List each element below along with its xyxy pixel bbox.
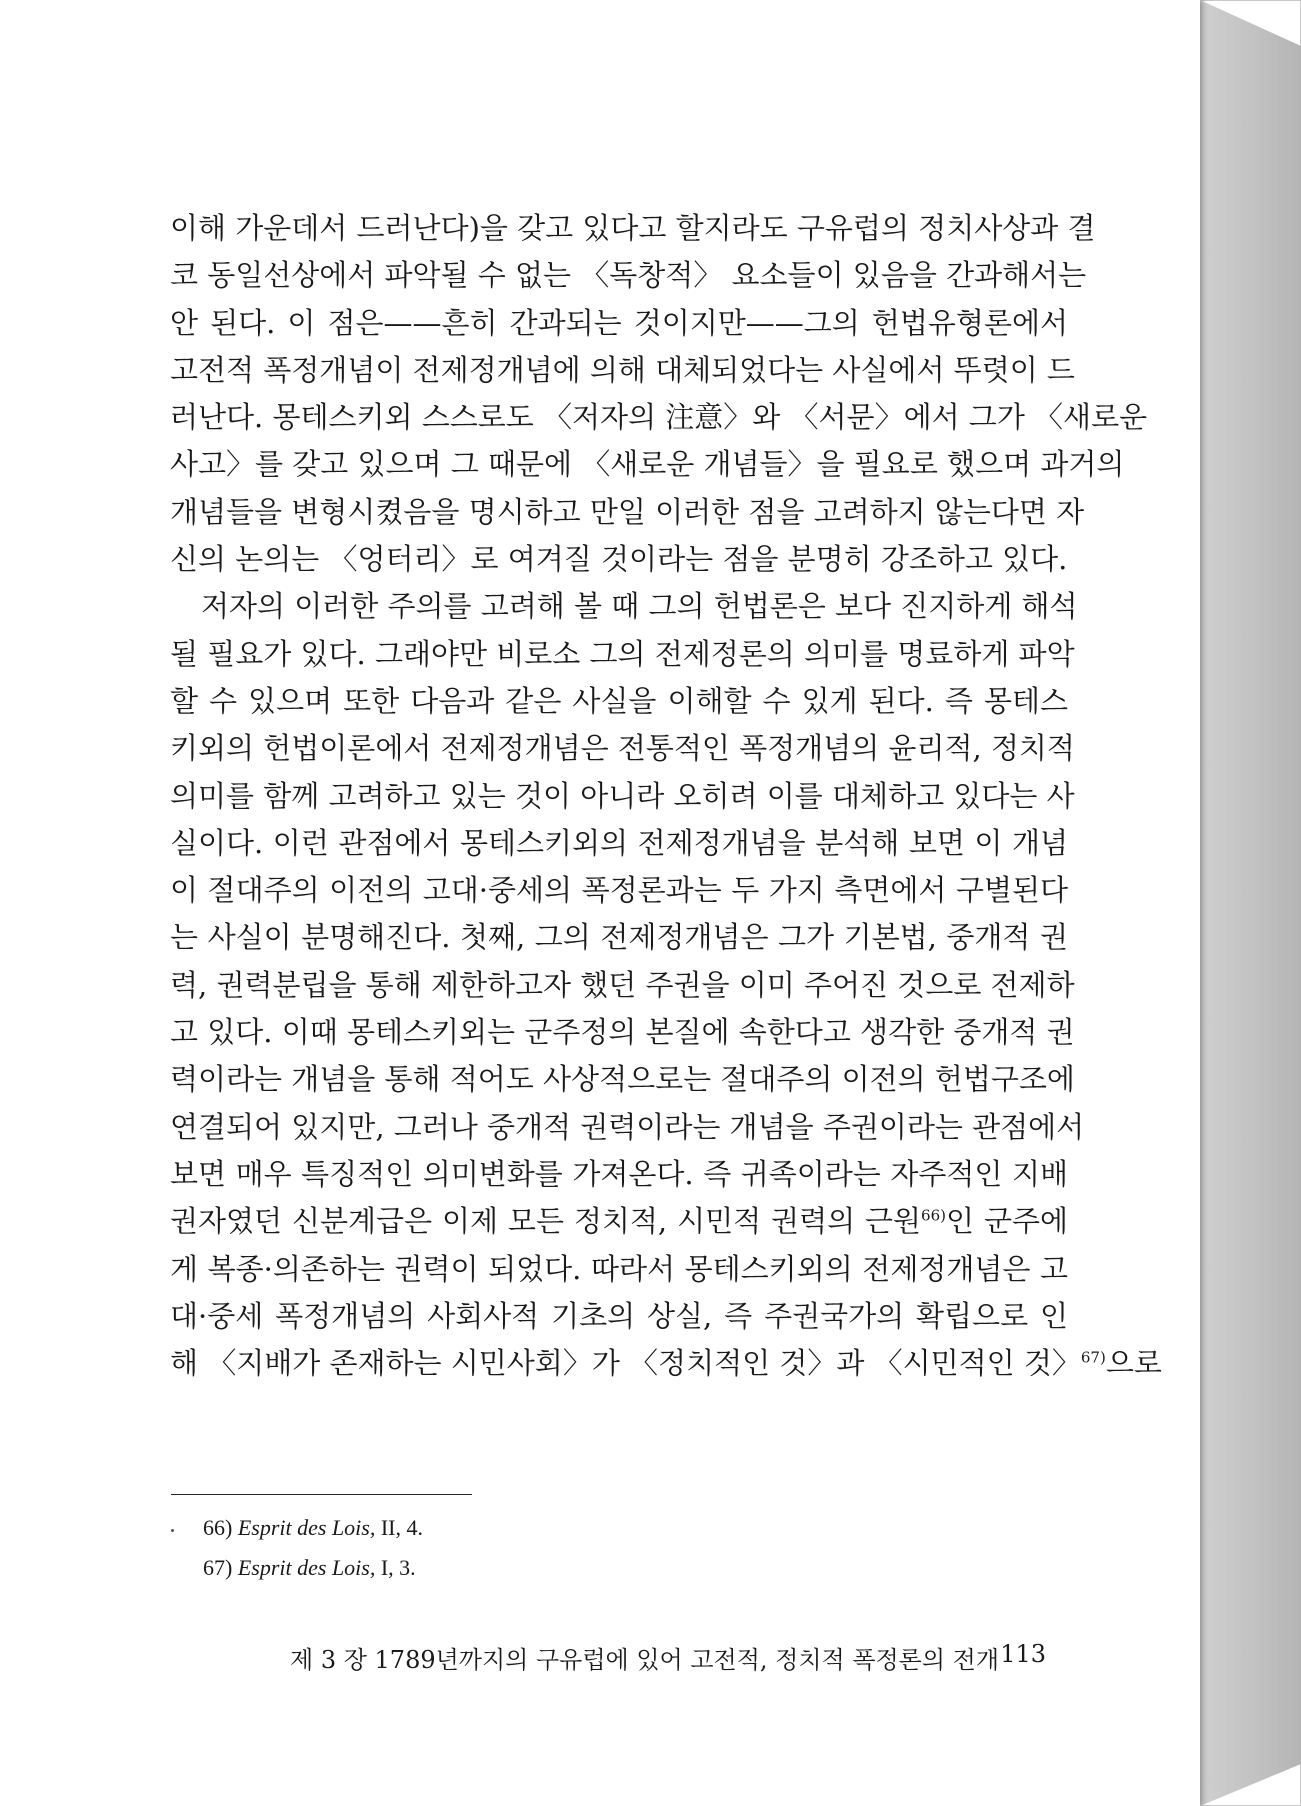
text-fragment: 인 군주에 [946, 1204, 1068, 1239]
text-line: 보면 매우 특징적인 의미변화를 가져온다. 즉 귀족이라는 자주적인 지배 [170, 1156, 1068, 1191]
text-line: 될 필요가 있다. 그래야만 비로소 그의 전제정론의 의미를 명료하게 파악 [170, 636, 1075, 671]
text-line: 사고〉를 갖고 있으며 그 때문에 〈새로운 개념들〉을 필요로 했으며 과거의 [170, 447, 1125, 482]
text-line: 코 동일선상에서 파악될 수 없는 〈독창적〉 요소들이 있음을 간과해서는 [170, 258, 1087, 293]
text-line: 의미를 함께 고려하고 있는 것이 아니라 오히려 이를 대체하고 있다는 사 [170, 778, 1075, 813]
text-line: 연결되어 있지만, 그러나 중개적 권력이라는 개념을 주권이라는 관점에서 [170, 1109, 1085, 1144]
text-line: 러난다. 몽테스키외 스스로도 〈저자의 注意〉와 〈서문〉에서 그가 〈새로운 [170, 400, 1148, 435]
footnote-ref-66: 66) [921, 1206, 946, 1225]
text-fragment: 해 〈지배가 존재하는 시민사회〉가 〈정치적인 것〉과 〈시민적인 것〉 [170, 1346, 1081, 1381]
footnote-rule [171, 1494, 472, 1495]
text-line: 개념들을 변형시켰음을 명시하고 만일 이러한 점을 고려하지 않는다면 자 [170, 494, 1085, 529]
text-line-with-footnote-ref [170, 1198, 1068, 1245]
text-line: 실이다. 이런 관점에서 몽테스키외의 전제정개념을 분석해 보면 이 개념 [170, 825, 1068, 860]
chapter-title: 제 3 장 1789년까지의 구유럽에 있어 고전적, 정치적 폭정론의 전개 [290, 1646, 1000, 1674]
footnote-source: Esprit des Lois, [237, 1515, 376, 1540]
footnote-location: I, 3. [380, 1555, 416, 1580]
text-line: 고 있다. 이때 몽테스키외는 군주정의 본질에 속한다고 생각한 중개적 권 [170, 1015, 1075, 1050]
footnote-66 [203, 1508, 423, 1548]
footnote-number: 66) [203, 1515, 233, 1540]
footnote-location: II, 4. [380, 1515, 424, 1540]
text-line: 저자의 이러한 주의를 고려해 볼 때 그의 헌법론은 보다 진지하게 해석 [201, 589, 1078, 624]
text-line: 할 수 있으며 또한 다음과 같은 사실을 이해할 수 있게 된다. 즉 몽테스 [170, 683, 1068, 718]
footnotes [203, 1508, 423, 1588]
footnote-67 [203, 1548, 423, 1588]
text-line-with-footnote-ref [170, 1340, 1162, 1387]
footnote-source: Esprit des Lois, [237, 1555, 376, 1580]
footnote-ref-67: 67) [1080, 1348, 1106, 1367]
footnote-dot-mark [171, 1529, 174, 1532]
text-line: 고전적 폭정개념이 전제정개념에 의해 대체되었다는 사실에서 뚜렷이 드 [170, 352, 1075, 387]
text-line: 게 복종·의존하는 권력이 되었다. 따라서 몽테스키외의 전제정개념은 고 [170, 1251, 1068, 1286]
text-line: 력, 권력분립을 통해 제한하고자 했던 주권을 이미 주어진 것으로 전제하 [170, 967, 1075, 1002]
text-fragment: 권자였던 신분계급은 이제 모든 정치적, 시민적 권력의 근원 [170, 1204, 922, 1239]
text-line: 이해 가운데서 드러난다)을 갖고 있다고 할지라도 구유럽의 정치사상과 결 [170, 211, 1096, 245]
text-line: 이 절대주의 이전의 고대·중세의 폭정론과는 두 가지 측면에서 구별된다 [170, 873, 1068, 908]
text-line: 안 된다. 이 점은——흔히 간과되는 것이지만——그의 헌법유형론에서 [170, 305, 1068, 340]
text-fragment: 으로 [1105, 1346, 1162, 1381]
page-number: 113 [1000, 1640, 1046, 1668]
text-line: 신의 논의는 〈엉터리〉로 여겨질 것이라는 점을 분명히 강조하고 있다. [170, 542, 1068, 577]
body-text [170, 205, 1162, 1387]
footnote-number: 67) [203, 1555, 233, 1580]
book-side-edge [1200, 0, 1301, 1806]
text-line: 는 사실이 분명해진다. 첫째, 그의 전제정개념은 그가 기본법, 중개적 권 [170, 920, 1068, 955]
running-footer [290, 1640, 1046, 1675]
text-line: 대·중세 폭정개념의 사회사적 기초의 상실, 즉 주권국가의 확립으로 인 [170, 1298, 1068, 1333]
text-line: 키외의 헌법이론에서 전제정개념은 전통적인 폭정개념의 윤리적, 정치적 [170, 731, 1075, 766]
text-line: 력이라는 개념을 통해 적어도 사상적으로는 절대주의 이전의 헌법구조에 [170, 1062, 1075, 1097]
